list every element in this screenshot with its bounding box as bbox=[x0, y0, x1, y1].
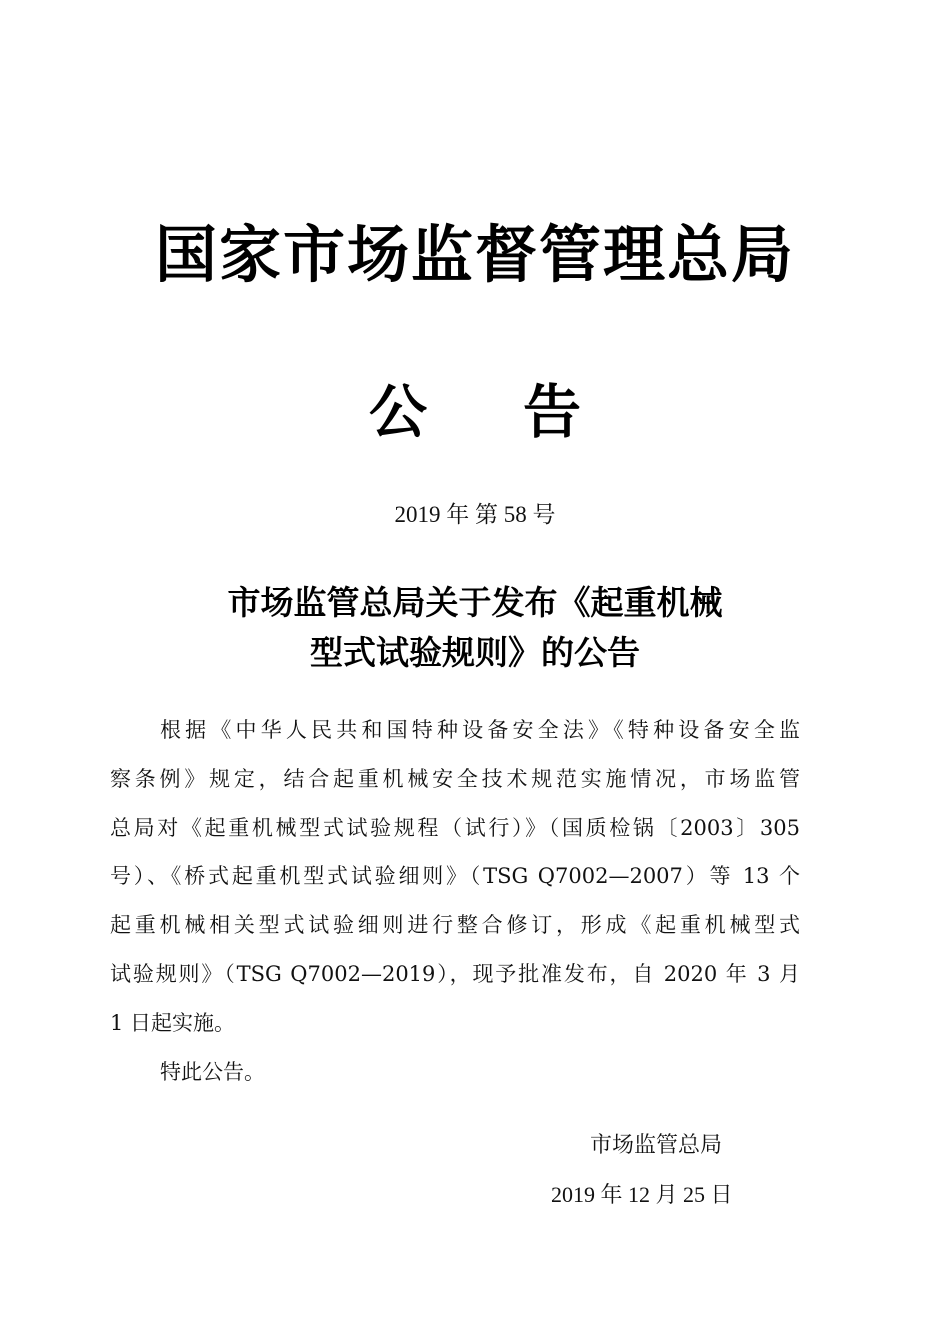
document-number: 2019 年 第 58 号 bbox=[394, 502, 556, 527]
body-line-5: 起重机械相关型式试验细则进行整合修订，形成《起重机械型式 bbox=[110, 913, 800, 938]
closing-statement: 特此公告。 bbox=[160, 1059, 265, 1084]
body-line-4: 号）、《桥式起重机型式试验细则》（TSG Q7002—2007）等 13 个 bbox=[110, 864, 800, 889]
body-line-3: 总局对《起重机械型式试验规程（试行）》（国质检锅〔2003〕305 bbox=[110, 815, 800, 840]
body-line-7: 1 日起实施。 bbox=[110, 1010, 236, 1035]
document-type: 公告 bbox=[368, 378, 677, 446]
issuing-organization: 国家市场监督管理总局 bbox=[154, 218, 795, 291]
issue-date: 2019 年 12 月 25 日 bbox=[551, 1182, 733, 1207]
title-line-2: 型式试验规则》的公告 bbox=[310, 633, 640, 672]
title-line-1: 市场监管总局关于发布《起重机械 bbox=[227, 583, 723, 622]
body-line-2: 察条例》规定，结合起重机械安全技术规范实施情况，市场监管 bbox=[110, 766, 800, 791]
body-line-6: 试验规则》（TSG Q7002—2019），现予批准发布，自 2020 年 3 月 bbox=[110, 961, 800, 986]
announcement-body bbox=[110, 706, 800, 1096]
announcement-title bbox=[0, 578, 950, 678]
body-line-1: 根据《中华人民共和国特种设备安全法》《特种设备安全监 bbox=[160, 718, 800, 742]
issuer-signature: 市场监管总局 bbox=[590, 1133, 723, 1158]
